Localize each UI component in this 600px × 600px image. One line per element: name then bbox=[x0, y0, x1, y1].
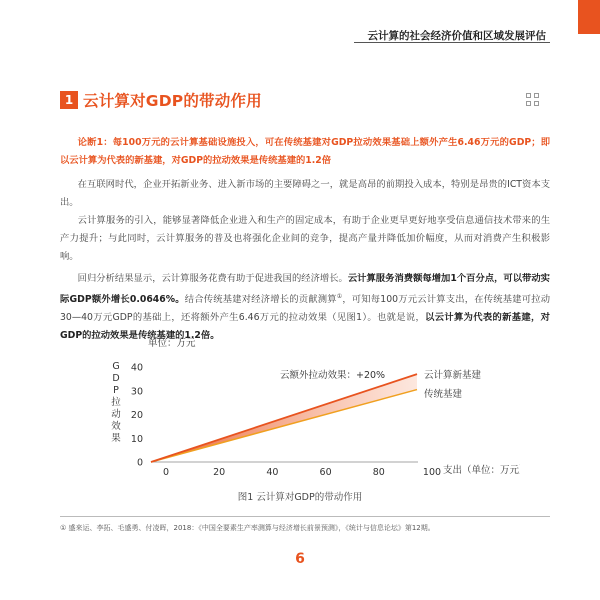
paragraph-1: 在互联网时代，企业开拓新业务、进入新市场的主要障碍之一，就是高昂的前期投入成本，特别是昂贵的ICT资本支出。 bbox=[60, 179, 550, 208]
y-label-char: P bbox=[113, 385, 119, 396]
grid-icon bbox=[526, 93, 540, 107]
argument-1 bbox=[60, 134, 550, 170]
running-title: 云计算的社会经济价值和区域发展评估 bbox=[367, 30, 546, 42]
paragraph-2: 云计算服务的引入，能够显著降低企业进入和生产的固定成本，有助于企业更早更好地享受信息通信技术带来的生产力提升；与此同时，云计算服务的普及也将强化企业间的竞争，提高产量并降低加价幅度，从而对消费产生积极影响。 bbox=[60, 215, 550, 262]
y-tick-0: 0 bbox=[136, 457, 143, 469]
x-tick-40: 40 bbox=[266, 467, 279, 478]
chart-svg bbox=[100, 334, 520, 514]
gdp-chart bbox=[100, 334, 520, 514]
x-tick-0: 0 bbox=[162, 467, 170, 478]
y-tick-30: 30 bbox=[130, 386, 143, 398]
chart-annotation: 云额外拉动效果：+20% bbox=[280, 370, 386, 381]
y-label-char: D bbox=[112, 373, 120, 384]
y-unit-label: 单位：万元 bbox=[148, 338, 196, 349]
argument-label: 论断1： bbox=[77, 137, 113, 148]
body-content bbox=[60, 134, 550, 345]
figure-caption: 图1 云计算对GDP的带动作用 bbox=[237, 492, 363, 503]
x-tick-100: 100 bbox=[422, 467, 442, 478]
y-label-char: 拉 bbox=[111, 397, 121, 408]
p3-a: 回归分析结果显示，云计算服务花费有助于促进我国的经济增长。 bbox=[77, 273, 348, 284]
section-number: 1 bbox=[60, 91, 78, 109]
y-label-char: 动 bbox=[111, 409, 121, 420]
legend-traditional: 传统基建 bbox=[424, 389, 463, 400]
y-tick-labels bbox=[131, 363, 143, 469]
argument-text: 每100万元的云计算基础设施投入，可在传统基建对GDP拉动效果基础上额外产生6.46万元的GDP；即以云计算为代表的新基建，对GDP的拉动效果是传统基建的1.2倍 bbox=[60, 137, 550, 166]
p3-d: ，可知每100万元云计算支出，在传统基建可拉动30—40万元GDP的基础上，还将额外产生6.46万元的拉动效果（见图1）。也就是说， bbox=[60, 294, 551, 324]
p3-e: 以云计算为代表的新基建，对GDP的拉动效果是传统基建的1.2倍。 bbox=[60, 312, 550, 342]
x-axis-label: 支出（单位：万元） bbox=[443, 465, 520, 476]
footnote: ① 盛来运、李拓、毛盛勇、付凌晖，2018：《中国全要素生产率测算与经济增长前景预测》，《统计与信息论坛》第12期。 bbox=[60, 524, 435, 532]
series-line-traditional bbox=[151, 390, 417, 462]
header-rule bbox=[354, 42, 550, 43]
y-tick-10: 10 bbox=[130, 433, 143, 445]
corner-tab bbox=[578, 0, 600, 34]
y-axis-label bbox=[111, 361, 121, 444]
y-tick-40: 40 bbox=[130, 362, 143, 374]
section-title: 云计算对GDP的带动作用 bbox=[83, 92, 262, 110]
y-label-char: G bbox=[112, 361, 120, 372]
x-tick-60: 60 bbox=[319, 467, 332, 478]
p3-c: 结合传统基建对经济增长的贡献测算 bbox=[184, 294, 337, 306]
page-number: 6 bbox=[295, 551, 305, 567]
p3-b: 云计算服务消费额每增加1个百分点，可以带动实际GDP额外增长0.0646%。 bbox=[60, 273, 550, 306]
series-line-cloud bbox=[151, 374, 417, 462]
footnote-ref[interactable]: ① bbox=[336, 293, 343, 300]
section-heading bbox=[60, 89, 262, 111]
y-label-char: 效 bbox=[111, 421, 121, 432]
legend-cloud: 云计算新基建 bbox=[424, 370, 482, 381]
x-tick-20: 20 bbox=[213, 467, 226, 478]
y-tick-20: 20 bbox=[130, 410, 143, 421]
footnote-rule bbox=[60, 516, 550, 517]
x-tick-80: 80 bbox=[372, 467, 385, 478]
x-tick-labels bbox=[163, 467, 441, 478]
y-label-char: 果 bbox=[111, 433, 121, 444]
